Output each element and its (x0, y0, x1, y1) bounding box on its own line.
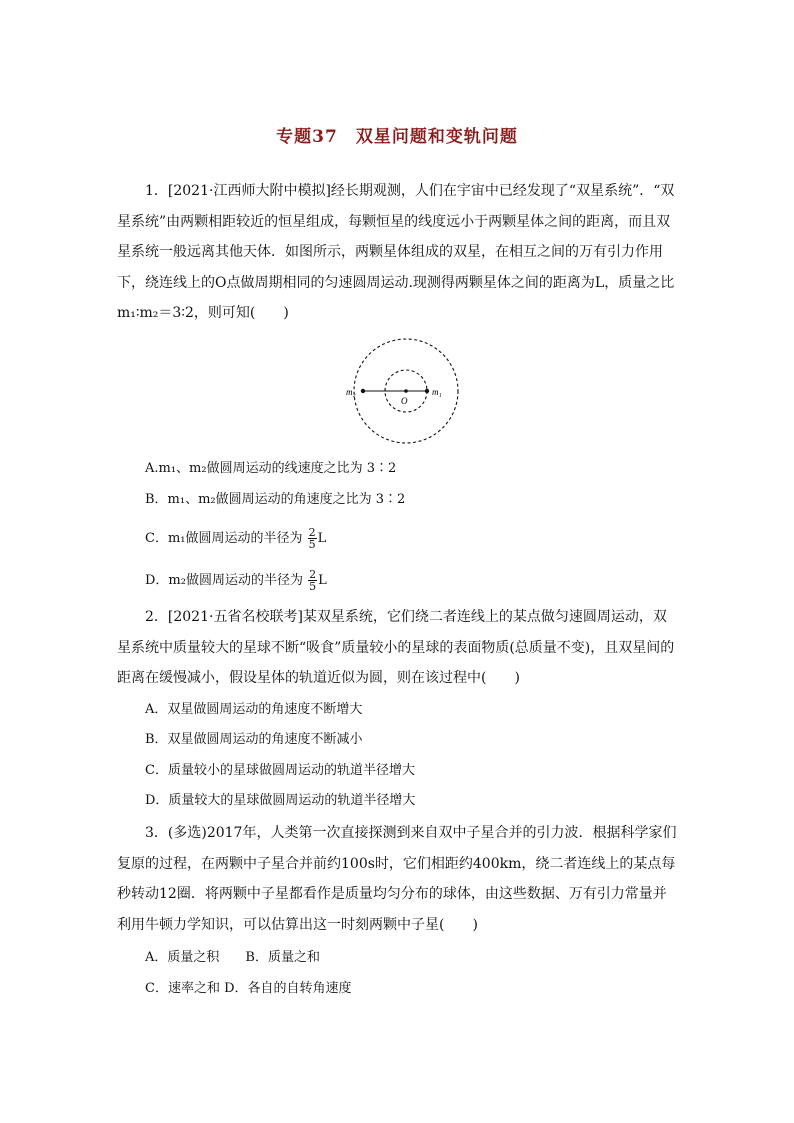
center-point-o (404, 389, 408, 393)
q1-option-b: B．m₁、m₂做圆周运动的角速度之比为 3∶2 (145, 492, 406, 507)
label-m2: m₂ (346, 387, 356, 397)
q3-option-cd: C．速率之和 D．各自的自转角速度 (145, 981, 352, 996)
question-3-text: 3．(多选)2017年，人类第一次直接探测到来自双中子星合并的引力波．根据科学家们复原的过程，在两颗中子星合并前约100s时，它们相距约400km，绕二者连线上的某点每秒转动12圈．将两颗中子星都看作是质量均匀分布的球体，由这些数据、万有引力常量并利用牛顿力学知识，可以估算出这一时刻两颗中子星( ) (117, 825, 677, 933)
label-m1: m₁ (432, 387, 442, 397)
q1-option-a: A.m₁、m₂做圆周运动的线速度之比为 3∶2 (145, 461, 397, 476)
question-1-text: 1．[2021·江西师大附中模拟]经长期观测，人们在宇宙中已经发现了“双星系统”．“双星系统”由两颗相距较近的恒星组成，每颗恒星的线度远小于两颗星体之间的距离，而且双星系统一般远离其他天体．如图所示，两颗星体组成的双星，在相互之间的万有引力作用下，绕连线上的O点做周期相同的匀速圆周运动.现测得两颗星体之间的距离为L，质量之比m₁∶m₂＝3∶2，则可知( ) (117, 183, 675, 321)
question-2-text: 2．[2021·五省名校联考]某双星系统，它们绕二者连线上的某点做匀速圆周运动，双星系统中质量较大的星球不断“吸食”质量较小的星球的表面物质(总质量不变)，且双星间的距离在缓慢减小，假设星体的轨道近似为圆，则在该过程中( ) (117, 609, 675, 686)
binary-star-figure (340, 336, 472, 448)
question-2-stem (117, 602, 679, 694)
q1-option-c: C．m₁做圆周运动的半径为 $\frac{2}{5}$ L (145, 526, 327, 551)
q2-option-b: B．双星做圆周运动的角速度不断减小 (145, 732, 363, 747)
fraction-two-fifths: $\frac{2}{5}$ (308, 526, 316, 551)
fraction-two-fifths: $\frac{2}{5}$ (309, 568, 317, 593)
q2-option-a: A．双星做圆周运动的角速度不断增大 (145, 702, 363, 717)
q2-option-d: D．质量较大的星球做圆周运动的轨道半径增大 (145, 793, 416, 808)
star-m2 (361, 389, 365, 393)
question-1-stem (117, 176, 679, 329)
label-o: O (401, 396, 408, 406)
page-title: 专题37 双星问题和变轨问题 (276, 127, 518, 147)
q1-option-d: D．m₂做圆周运动的半径为 $\frac{2}{5}$ L (145, 568, 327, 593)
star-m1 (425, 389, 429, 393)
q2-option-c: C．质量较小的星球做圆周运动的轨道半径增大 (145, 763, 415, 778)
q3-option-ab: A．质量之积 B．质量之和 (145, 950, 320, 965)
question-3-stem (117, 818, 679, 940)
